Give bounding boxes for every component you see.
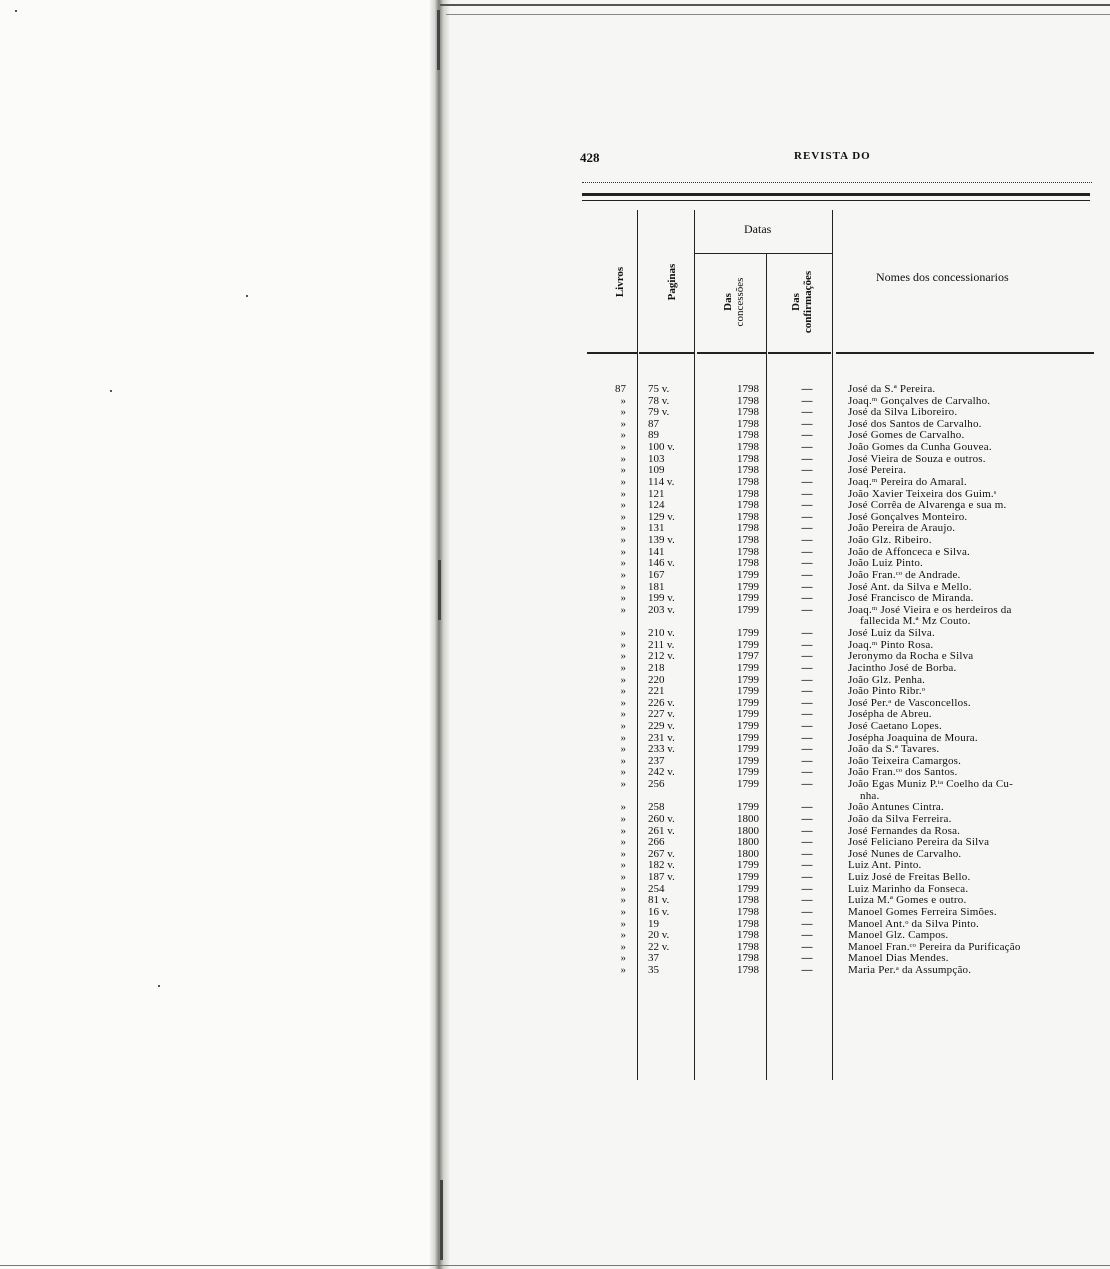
header-bottom-rule — [836, 352, 1094, 354]
cell-nome: José dos Santos de Carvalho. — [848, 417, 982, 430]
cell-concessao: 1798 — [737, 929, 759, 942]
cell-concessao: 1799 — [737, 754, 759, 767]
gutter-mark — [437, 10, 440, 70]
header-das-concessoes-line1: Das — [722, 293, 734, 311]
cell-nome: José Luiz da Silva. — [848, 627, 935, 640]
cell-confirmacao: — — [801, 743, 813, 756]
cell-livro: » — [620, 708, 626, 721]
cell-nome: João Pereira de Araujo. — [848, 522, 956, 535]
cell-livro: » — [620, 871, 626, 884]
cell-nome: Manoel Ant.ᵒ da Silva Pinto. — [848, 917, 979, 930]
cell-confirmacao: — — [801, 766, 813, 779]
cell-concessao: 1799 — [737, 871, 759, 884]
cell-concessao: 1798 — [737, 394, 759, 407]
cell-livro: » — [620, 499, 626, 512]
bottom-edge-line — [0, 1265, 1110, 1266]
cell-pagina: 75 v. — [648, 383, 670, 395]
cell-concessao: 1799 — [737, 882, 759, 895]
cell-concessao: 1798 — [737, 940, 759, 953]
cell-livro: » — [620, 673, 626, 686]
cell-pagina: 261 v. — [648, 824, 675, 837]
cell-pagina: 146 v. — [648, 557, 675, 570]
cell-nome: José Caetano Lopes. — [848, 719, 942, 732]
cell-nome: João Luiz Pinto. — [848, 557, 924, 570]
cell-livro: » — [620, 487, 626, 500]
cell-livro: » — [620, 743, 626, 756]
cell-concessao: 1799 — [737, 638, 759, 651]
cell-concessao: 1799 — [737, 778, 759, 791]
cell-pagina: 210 v. — [648, 627, 675, 640]
cell-livro: » — [620, 522, 626, 535]
cell-confirmacao: — — [801, 754, 813, 767]
table-row — [0, 964, 1110, 977]
cell-pagina: 121 — [648, 487, 665, 500]
cell-nome: Luiza M.ª Gomes e outro. — [848, 894, 967, 907]
cell-confirmacao: — — [801, 708, 813, 721]
cell-pagina: 266 — [648, 836, 665, 849]
cell-concessao: 1799 — [737, 685, 759, 698]
cell-livro: » — [620, 917, 626, 930]
cell-concessao: 1798 — [737, 905, 759, 918]
cell-pagina: 87 — [648, 417, 659, 430]
cell-pagina: 100 v. — [648, 441, 675, 454]
cell-livro: » — [620, 464, 626, 477]
cell-livro: » — [620, 719, 626, 732]
cell-confirmacao: — — [801, 731, 813, 744]
cell-nome: João Glz. Penha. — [848, 673, 926, 686]
header-das-confirmacoes-line1: Das — [790, 293, 802, 311]
cell-pagina: 227 v. — [648, 708, 675, 721]
cell-nome: Joaq.ᵐ Pinto Rosa. — [848, 638, 934, 651]
cell-pagina: 141 — [648, 545, 665, 558]
cell-pagina: 260 v. — [648, 812, 675, 825]
cell-concessao: 1800 — [737, 812, 759, 825]
page-header — [580, 150, 1090, 170]
cell-livro: » — [620, 882, 626, 895]
cell-confirmacao: — — [801, 487, 813, 500]
cell-confirmacao: — — [801, 812, 813, 825]
cell-nome: José Nunes de Carvalho. — [848, 847, 962, 860]
cell-confirmacao: — — [801, 905, 813, 918]
cell-nome: José da Silva Liboreiro. — [848, 406, 958, 419]
cell-confirmacao: — — [801, 882, 813, 895]
cell-livro: » — [620, 475, 626, 488]
cell-pagina: 221 — [648, 685, 665, 698]
cell-confirmacao: — — [801, 859, 813, 872]
cell-concessao: 1799 — [737, 708, 759, 721]
cell-concessao: 1799 — [737, 743, 759, 756]
cell-pagina: 242 v. — [648, 766, 675, 779]
cell-confirmacao: — — [801, 685, 813, 698]
cell-confirmacao: — — [801, 475, 813, 488]
cell-nome: João da S.ª Tavares. — [848, 743, 940, 756]
cell-nome: José Francisco de Miranda. — [848, 592, 974, 605]
cell-nome: Luiz Ant. Pinto. — [848, 859, 922, 872]
cell-nome: José Feliciano Pereira da Silva — [848, 836, 990, 849]
cell-nome: José Pereira. — [848, 464, 907, 477]
cell-nome: João de Affonceca e Silva. — [848, 545, 970, 558]
cell-pagina: 256 — [648, 778, 665, 791]
cell-livro: » — [620, 557, 626, 570]
cell-livro: » — [620, 534, 626, 547]
cell-nome: José Gomes de Carvalho. — [848, 429, 965, 442]
cell-pagina: 181 — [648, 580, 665, 593]
top-edge-line — [440, 4, 1110, 6]
header-dotted-rule — [582, 182, 1092, 183]
cell-concessao: 1799 — [737, 719, 759, 732]
cell-pagina: 22 v. — [648, 940, 670, 953]
cell-confirmacao: — — [801, 847, 813, 860]
cell-concessao: 1798 — [737, 522, 759, 535]
cell-livro: » — [620, 661, 626, 674]
cell-confirmacao: — — [801, 696, 813, 709]
cell-concessao: 1800 — [737, 824, 759, 837]
cell-concessao: 1799 — [737, 661, 759, 674]
datas-underline — [694, 253, 832, 254]
cell-nome: José Ant. da Silva e Mello. — [848, 580, 972, 593]
cell-nome: Josépha de Abreu. — [848, 708, 932, 721]
cell-confirmacao: — — [801, 964, 813, 976]
cell-pagina: 139 v. — [648, 534, 675, 547]
cell-livro: 87 — [615, 383, 626, 395]
cell-pagina: 20 v. — [648, 929, 670, 942]
cell-livro: » — [620, 778, 626, 791]
cell-confirmacao: — — [801, 661, 813, 674]
cell-concessao: 1798 — [737, 406, 759, 419]
cell-concessao: 1798 — [737, 894, 759, 907]
cell-livro: » — [620, 964, 626, 976]
cell-pagina: 212 v. — [648, 650, 675, 663]
cell-nome: Maria Per.ᵃ da Assumpção. — [848, 964, 972, 976]
cell-nome: João Fran.ᶜᵒ dos Santos. — [848, 766, 958, 779]
cell-pagina: 233 v. — [648, 743, 675, 756]
header-nomes: Nomes dos concessionarios — [876, 270, 1009, 284]
cell-nome: José Per.ᵃ de Vasconcellos. — [848, 696, 971, 709]
cell-concessao: 1798 — [737, 383, 759, 395]
cell-nome: José Vieira de Souza e outros. — [848, 452, 986, 465]
cell-concessao: 1798 — [737, 510, 759, 523]
header-livros: Livros — [614, 266, 626, 298]
header-datas: Datas — [744, 222, 772, 236]
cell-nome: João da Silva Ferreira. — [848, 812, 952, 825]
cell-confirmacao: — — [801, 952, 813, 965]
cell-concessao: 1799 — [737, 859, 759, 872]
cell-livro: » — [620, 603, 626, 616]
cell-concessao: 1799 — [737, 627, 759, 640]
cell-confirmacao: — — [801, 894, 813, 907]
table-top-rule — [582, 193, 1090, 196]
cell-pagina: 16 v. — [648, 905, 670, 918]
cell-concessao: 1798 — [737, 557, 759, 570]
cell-livro: » — [620, 766, 626, 779]
cell-confirmacao: — — [801, 824, 813, 837]
cell-livro: » — [620, 905, 626, 918]
cell-pagina: 231 v. — [648, 731, 675, 744]
cell-pagina: 218 — [648, 661, 665, 674]
cell-pagina: 226 v. — [648, 696, 675, 709]
cell-pagina: 78 v. — [648, 394, 670, 407]
header-bottom-rule — [587, 352, 637, 354]
cell-concessao: 1799 — [737, 731, 759, 744]
cell-livro: » — [620, 731, 626, 744]
cell-nome: Joaq.ᵐ Gonçalves de Carvalho. — [848, 394, 991, 407]
cell-livro: » — [620, 685, 626, 698]
cell-nome: Manoel Gomes Ferreira Simões. — [848, 905, 997, 918]
cell-livro: » — [620, 836, 626, 849]
top-edge-line — [446, 14, 1110, 15]
cell-confirmacao: — — [801, 534, 813, 547]
cell-pagina: 254 — [648, 882, 665, 895]
cell-pagina: 199 v. — [648, 592, 675, 605]
cell-concessao: 1797 — [737, 650, 759, 663]
cell-confirmacao: — — [801, 627, 813, 640]
header-das-confirmacoes-line2: confirmações — [802, 270, 814, 334]
cell-concessao: 1799 — [737, 592, 759, 605]
cell-pagina: 187 v. — [648, 871, 675, 884]
cell-livro: » — [620, 929, 626, 942]
cell-livro: » — [620, 940, 626, 953]
cell-confirmacao: — — [801, 650, 813, 663]
cell-nome: Manoel Dias Mendes. — [848, 952, 949, 965]
cell-pagina: 237 — [648, 754, 665, 767]
cell-livro: » — [620, 650, 626, 663]
cell-concessao: 1798 — [737, 499, 759, 512]
cell-pagina: 35 — [648, 964, 659, 976]
cell-nome: fallecida M.ª Mz Couto. — [860, 615, 971, 628]
cell-pagina: 89 — [648, 429, 659, 442]
cell-nome: Jacintho José de Borba. — [848, 661, 957, 674]
cell-nome: José da S.ª Pereira. — [848, 383, 936, 395]
cell-concessao: 1799 — [737, 580, 759, 593]
cell-concessao: 1798 — [737, 917, 759, 930]
cell-nome: Manoel Fran.ᶜᵒ Pereira da Purificação — [848, 940, 1021, 953]
cell-concessao: 1798 — [737, 452, 759, 465]
cell-confirmacao: — — [801, 592, 813, 605]
cell-confirmacao: — — [801, 417, 813, 430]
cell-livro: » — [620, 847, 626, 860]
page-number: 428 — [580, 150, 600, 165]
cell-concessao: 1798 — [737, 952, 759, 965]
cell-confirmacao: — — [801, 778, 813, 791]
cell-livro: » — [620, 696, 626, 709]
cell-confirmacao: — — [801, 603, 813, 616]
cell-concessao: 1798 — [737, 417, 759, 430]
cell-pagina: 229 v. — [648, 719, 675, 732]
header-bottom-rule — [639, 352, 694, 354]
cell-nome: José Fernandes da Rosa. — [848, 824, 961, 837]
cell-pagina: 37 — [648, 952, 659, 965]
cell-nome: João Teixeira Camargos. — [848, 754, 962, 767]
cell-concessao: 1799 — [737, 801, 759, 814]
cell-livro: » — [620, 627, 626, 640]
scan-speck — [158, 985, 160, 987]
cell-livro: » — [620, 812, 626, 825]
cell-confirmacao: — — [801, 940, 813, 953]
cell-livro: » — [620, 545, 626, 558]
cell-confirmacao: — — [801, 719, 813, 732]
cell-confirmacao: — — [801, 441, 813, 454]
cell-nome: Joaq.ᵐ Pereira do Amaral. — [848, 475, 967, 488]
cell-livro: » — [620, 592, 626, 605]
cell-nome: João Fran.ᶜᵒ de Andrade. — [848, 568, 961, 581]
cell-pagina: 103 — [648, 452, 665, 465]
cell-livro: » — [620, 417, 626, 430]
cell-confirmacao: — — [801, 464, 813, 477]
cell-confirmacao: — — [801, 522, 813, 535]
cell-concessao: 1798 — [737, 475, 759, 488]
cell-pagina: 211 v. — [648, 638, 675, 651]
cell-concessao: 1799 — [737, 696, 759, 709]
gutter-mark — [440, 1180, 443, 1260]
header-das-concessoes-line2: concessões — [734, 277, 746, 327]
cell-livro: » — [620, 894, 626, 907]
cell-nome: João Xavier Teixeira dos Guim.ˢ — [848, 487, 997, 500]
cell-confirmacao: — — [801, 545, 813, 558]
cell-livro: » — [620, 510, 626, 523]
cell-concessao: 1798 — [737, 545, 759, 558]
cell-livro: » — [620, 801, 626, 814]
cell-concessao: 1799 — [737, 766, 759, 779]
cell-pagina: 129 v. — [648, 510, 675, 523]
running-head: REVISTA DO — [794, 150, 871, 162]
cell-pagina: 131 — [648, 522, 665, 535]
cell-nome: José Corrêa de Alvarenga e sua m. — [848, 499, 1007, 512]
cell-livro: » — [620, 824, 626, 837]
cell-livro: » — [620, 394, 626, 407]
cell-confirmacao: — — [801, 929, 813, 942]
cell-livro: » — [620, 580, 626, 593]
cell-confirmacao: — — [801, 557, 813, 570]
cell-concessao: 1798 — [737, 464, 759, 477]
cell-confirmacao: — — [801, 406, 813, 419]
cell-nome: Josépha Joaquina de Moura. — [848, 731, 978, 744]
cell-confirmacao: — — [801, 871, 813, 884]
header-bottom-rule — [697, 352, 766, 354]
cell-confirmacao: — — [801, 383, 813, 395]
cell-confirmacao: — — [801, 499, 813, 512]
cell-concessao: 1798 — [737, 429, 759, 442]
cell-pagina: 258 — [648, 801, 665, 814]
cell-confirmacao: — — [801, 568, 813, 581]
header-bottom-rule — [768, 352, 831, 354]
cell-livro: » — [620, 638, 626, 651]
cell-nome: Joaq.ᵐ José Vieira e os herdeiros da — [848, 603, 1012, 616]
cell-confirmacao: — — [801, 836, 813, 849]
header-das-confirmacoes — [790, 271, 814, 333]
cell-concessao: 1798 — [737, 487, 759, 500]
cell-livro: » — [620, 568, 626, 581]
cell-concessao: 1798 — [737, 964, 759, 976]
cell-pagina: 19 — [648, 917, 659, 930]
cell-confirmacao: — — [801, 917, 813, 930]
cell-nome: João Egas Muniz P.ᵗᵃ Coelho da Cu- — [848, 778, 1013, 791]
cell-pagina: 114 v. — [648, 475, 675, 488]
cell-nome: José Gonçalves Monteiro. — [848, 510, 968, 523]
cell-livro: » — [620, 452, 626, 465]
table-top-rule-thin — [582, 200, 1090, 201]
cell-concessao: 1799 — [737, 568, 759, 581]
cell-pagina: 267 v. — [648, 847, 675, 860]
cell-livro: » — [620, 406, 626, 419]
cell-nome: nha. — [860, 789, 880, 802]
cell-concessao: 1799 — [737, 603, 759, 616]
cell-concessao: 1800 — [737, 847, 759, 860]
scan-speck — [246, 295, 248, 297]
cell-pagina: 182 v. — [648, 859, 675, 872]
cell-pagina: 124 — [648, 499, 665, 512]
cell-pagina: 79 v. — [648, 406, 670, 419]
header-paginas: Paginas — [666, 263, 678, 301]
cell-confirmacao: — — [801, 429, 813, 442]
cell-confirmacao: — — [801, 638, 813, 651]
cell-confirmacao: — — [801, 673, 813, 686]
cell-pagina: 109 — [648, 464, 665, 477]
cell-nome: Luiz José de Freitas Bello. — [848, 871, 971, 884]
cell-confirmacao: — — [801, 580, 813, 593]
cell-pagina: 220 — [648, 673, 665, 686]
cell-concessao: 1799 — [737, 673, 759, 686]
cell-livro: » — [620, 952, 626, 965]
cell-nome: João Antunes Cintra. — [848, 801, 944, 814]
cell-concessao: 1798 — [737, 441, 759, 454]
cell-livro: » — [620, 429, 626, 442]
cell-confirmacao: — — [801, 801, 813, 814]
cell-concessao: 1798 — [737, 534, 759, 547]
cell-confirmacao: — — [801, 394, 813, 407]
cell-pagina: 167 — [648, 568, 665, 581]
cell-livro: » — [620, 859, 626, 872]
cell-nome: Manoel Glz. Campos. — [848, 929, 949, 942]
header-das-concessoes — [722, 278, 746, 327]
cell-confirmacao: — — [801, 510, 813, 523]
cell-confirmacao: — — [801, 452, 813, 465]
cell-pagina: 81 v. — [648, 894, 670, 907]
cell-nome: Luiz Marinho da Fonseca. — [848, 882, 969, 895]
cell-nome: Jeronymo da Rocha e Silva — [848, 650, 974, 663]
cell-nome: João Pinto Ribr.ᵒ — [848, 685, 926, 698]
cell-nome: João Gomes da Cunha Gouvea. — [848, 441, 992, 454]
cell-livro: » — [620, 441, 626, 454]
cell-pagina: 203 v. — [648, 603, 675, 616]
cell-nome: João Glz. Ribeiro. — [848, 534, 932, 547]
cell-concessao: 1800 — [737, 836, 759, 849]
cell-livro: » — [620, 754, 626, 767]
scan-speck — [15, 10, 17, 12]
